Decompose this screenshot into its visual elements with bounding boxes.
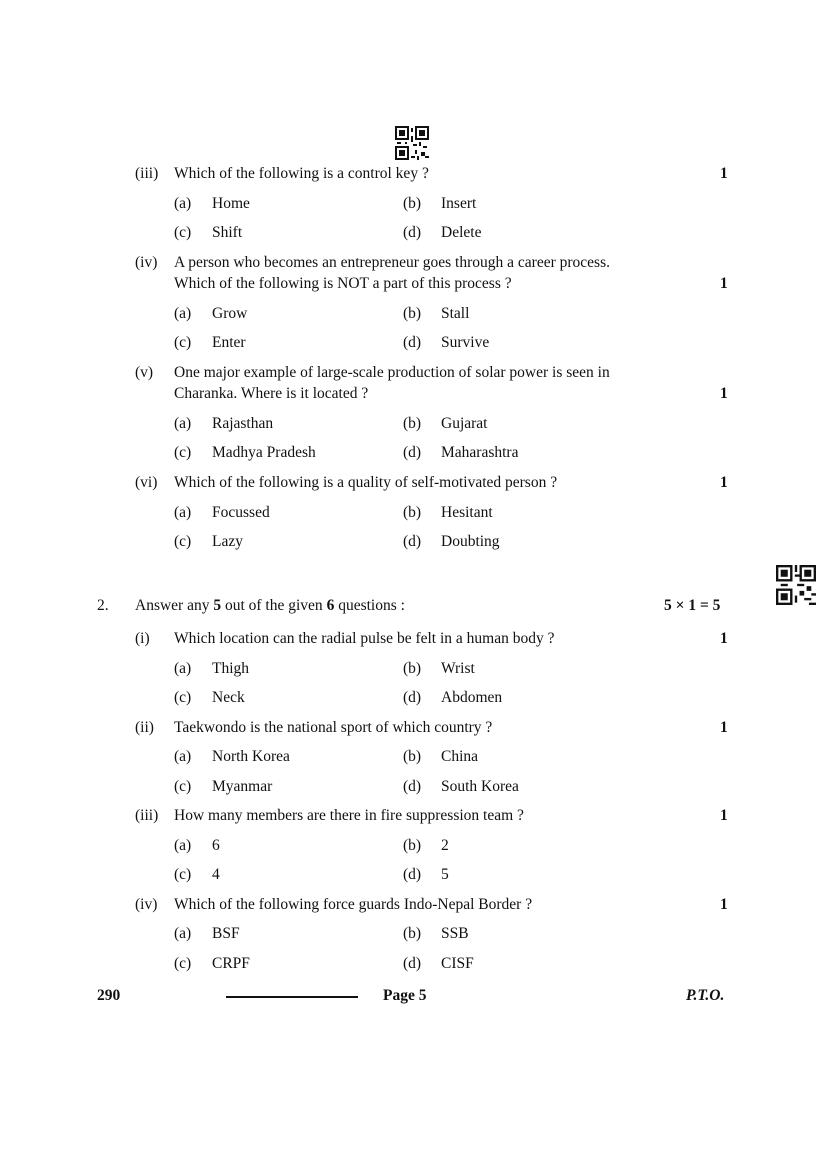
option-label: (a)	[174, 837, 192, 854]
question-text: How many members are there in fire suppression team ?	[174, 807, 524, 824]
question-number: (ii)	[135, 719, 154, 736]
option-text: CISF	[441, 955, 474, 972]
option-text: SSB	[441, 925, 469, 942]
option-text: Enter	[212, 334, 246, 351]
option-label: (d)	[403, 334, 422, 351]
footer-rule	[226, 996, 358, 998]
option-text: BSF	[212, 925, 240, 942]
question-text: Which of the following is a quality of self-motivated person ?	[174, 474, 558, 491]
option-text: Delete	[441, 224, 482, 241]
question-number: (iv)	[135, 254, 158, 271]
option-text: Doubting	[441, 533, 500, 550]
option-label: (c)	[174, 334, 192, 351]
question-text: A person who becomes an entrepreneur goes through a career process.	[174, 254, 610, 271]
question-marks: 1	[720, 474, 728, 491]
question-text: One major example of large-scale production of solar power is seen in	[174, 364, 610, 381]
option-text: Maharashtra	[441, 444, 519, 461]
question-marks: 1	[720, 165, 728, 182]
option-text: Focussed	[212, 504, 270, 521]
question-text: Taekwondo is the national sport of which country ?	[174, 719, 493, 736]
question-number: (iii)	[135, 807, 159, 824]
option-text: Home	[212, 195, 250, 212]
option-label: (a)	[174, 660, 192, 677]
option-label: (a)	[174, 748, 192, 765]
option-text: 4	[212, 866, 220, 883]
question-number: (iii)	[135, 165, 159, 182]
option-label: (b)	[403, 195, 422, 212]
option-text: CRPF	[212, 955, 250, 972]
question-text: Charanka. Where is it located ?	[174, 385, 369, 402]
option-label: (d)	[403, 533, 422, 550]
question-marks: 1	[720, 807, 728, 824]
page-number: Page 5	[383, 987, 427, 1004]
option-text: Lazy	[212, 533, 243, 550]
option-label: (b)	[403, 748, 422, 765]
option-label: (a)	[174, 504, 192, 521]
option-text: South Korea	[441, 778, 519, 795]
option-text: Thigh	[212, 660, 250, 677]
option-label: (a)	[174, 415, 192, 432]
option-text: 2	[441, 837, 449, 854]
qr-code-top	[395, 126, 429, 160]
option-label: (a)	[174, 195, 192, 212]
option-text: 5	[441, 866, 449, 883]
option-label: (c)	[174, 444, 192, 461]
pto-label: P.T.O.	[686, 987, 725, 1004]
option-label: (b)	[403, 305, 422, 322]
option-label: (d)	[403, 224, 422, 241]
option-text: Abdomen	[441, 689, 503, 706]
qr-code-side	[776, 565, 816, 605]
option-label: (c)	[174, 224, 192, 241]
option-label: (d)	[403, 689, 422, 706]
question-number: (vi)	[135, 474, 158, 491]
option-text: Survive	[441, 334, 490, 351]
option-text: Stall	[441, 305, 470, 322]
question-marks: 1	[720, 385, 728, 402]
option-label: (c)	[174, 689, 192, 706]
question-number: (i)	[135, 630, 150, 647]
option-label: (d)	[403, 778, 422, 795]
option-label: (a)	[174, 305, 192, 322]
option-label: (d)	[403, 444, 422, 461]
section-marks: 5 × 1 = 5	[664, 597, 721, 614]
option-label: (c)	[174, 778, 192, 795]
option-label: (b)	[403, 925, 422, 942]
question-text: Which location can the radial pulse be felt in a human body ?	[174, 630, 555, 647]
option-text: Gujarat	[441, 415, 488, 432]
section-number: 2.	[97, 597, 109, 614]
option-text: Shift	[212, 224, 243, 241]
question-text: Which of the following is NOT a part of this process ?	[174, 275, 512, 292]
question-marks: 1	[720, 896, 728, 913]
option-label: (d)	[403, 955, 422, 972]
question-marks: 1	[720, 275, 728, 292]
option-text: Insert	[441, 195, 477, 212]
paper-code: 290	[97, 987, 121, 1004]
question-text: Which of the following force guards Indo-Nepal Border ?	[174, 896, 533, 913]
question-marks: 1	[720, 630, 728, 647]
option-text: Rajasthan	[212, 415, 274, 432]
question-number: (iv)	[135, 896, 158, 913]
option-text: Hesitant	[441, 504, 493, 521]
option-text: North Korea	[212, 748, 290, 765]
question-marks: 1	[720, 719, 728, 736]
section-instruction: Answer any 5 out of the given 6 questions :	[135, 597, 405, 614]
option-text: Myanmar	[212, 778, 273, 795]
option-label: (c)	[174, 866, 192, 883]
option-text: China	[441, 748, 479, 765]
option-text: 6	[212, 837, 220, 854]
question-number: (v)	[135, 364, 154, 381]
option-text: Madhya Pradesh	[212, 444, 316, 461]
option-label: (b)	[403, 504, 422, 521]
option-text: Grow	[212, 305, 248, 322]
question-text: Which of the following is a control key ?	[174, 165, 429, 182]
option-label: (b)	[403, 415, 422, 432]
option-label: (a)	[174, 925, 192, 942]
option-label: (b)	[403, 837, 422, 854]
option-text: Wrist	[441, 660, 475, 677]
option-text: Neck	[212, 689, 245, 706]
option-label: (c)	[174, 955, 192, 972]
option-label: (c)	[174, 533, 192, 550]
option-label: (d)	[403, 866, 422, 883]
option-label: (b)	[403, 660, 422, 677]
